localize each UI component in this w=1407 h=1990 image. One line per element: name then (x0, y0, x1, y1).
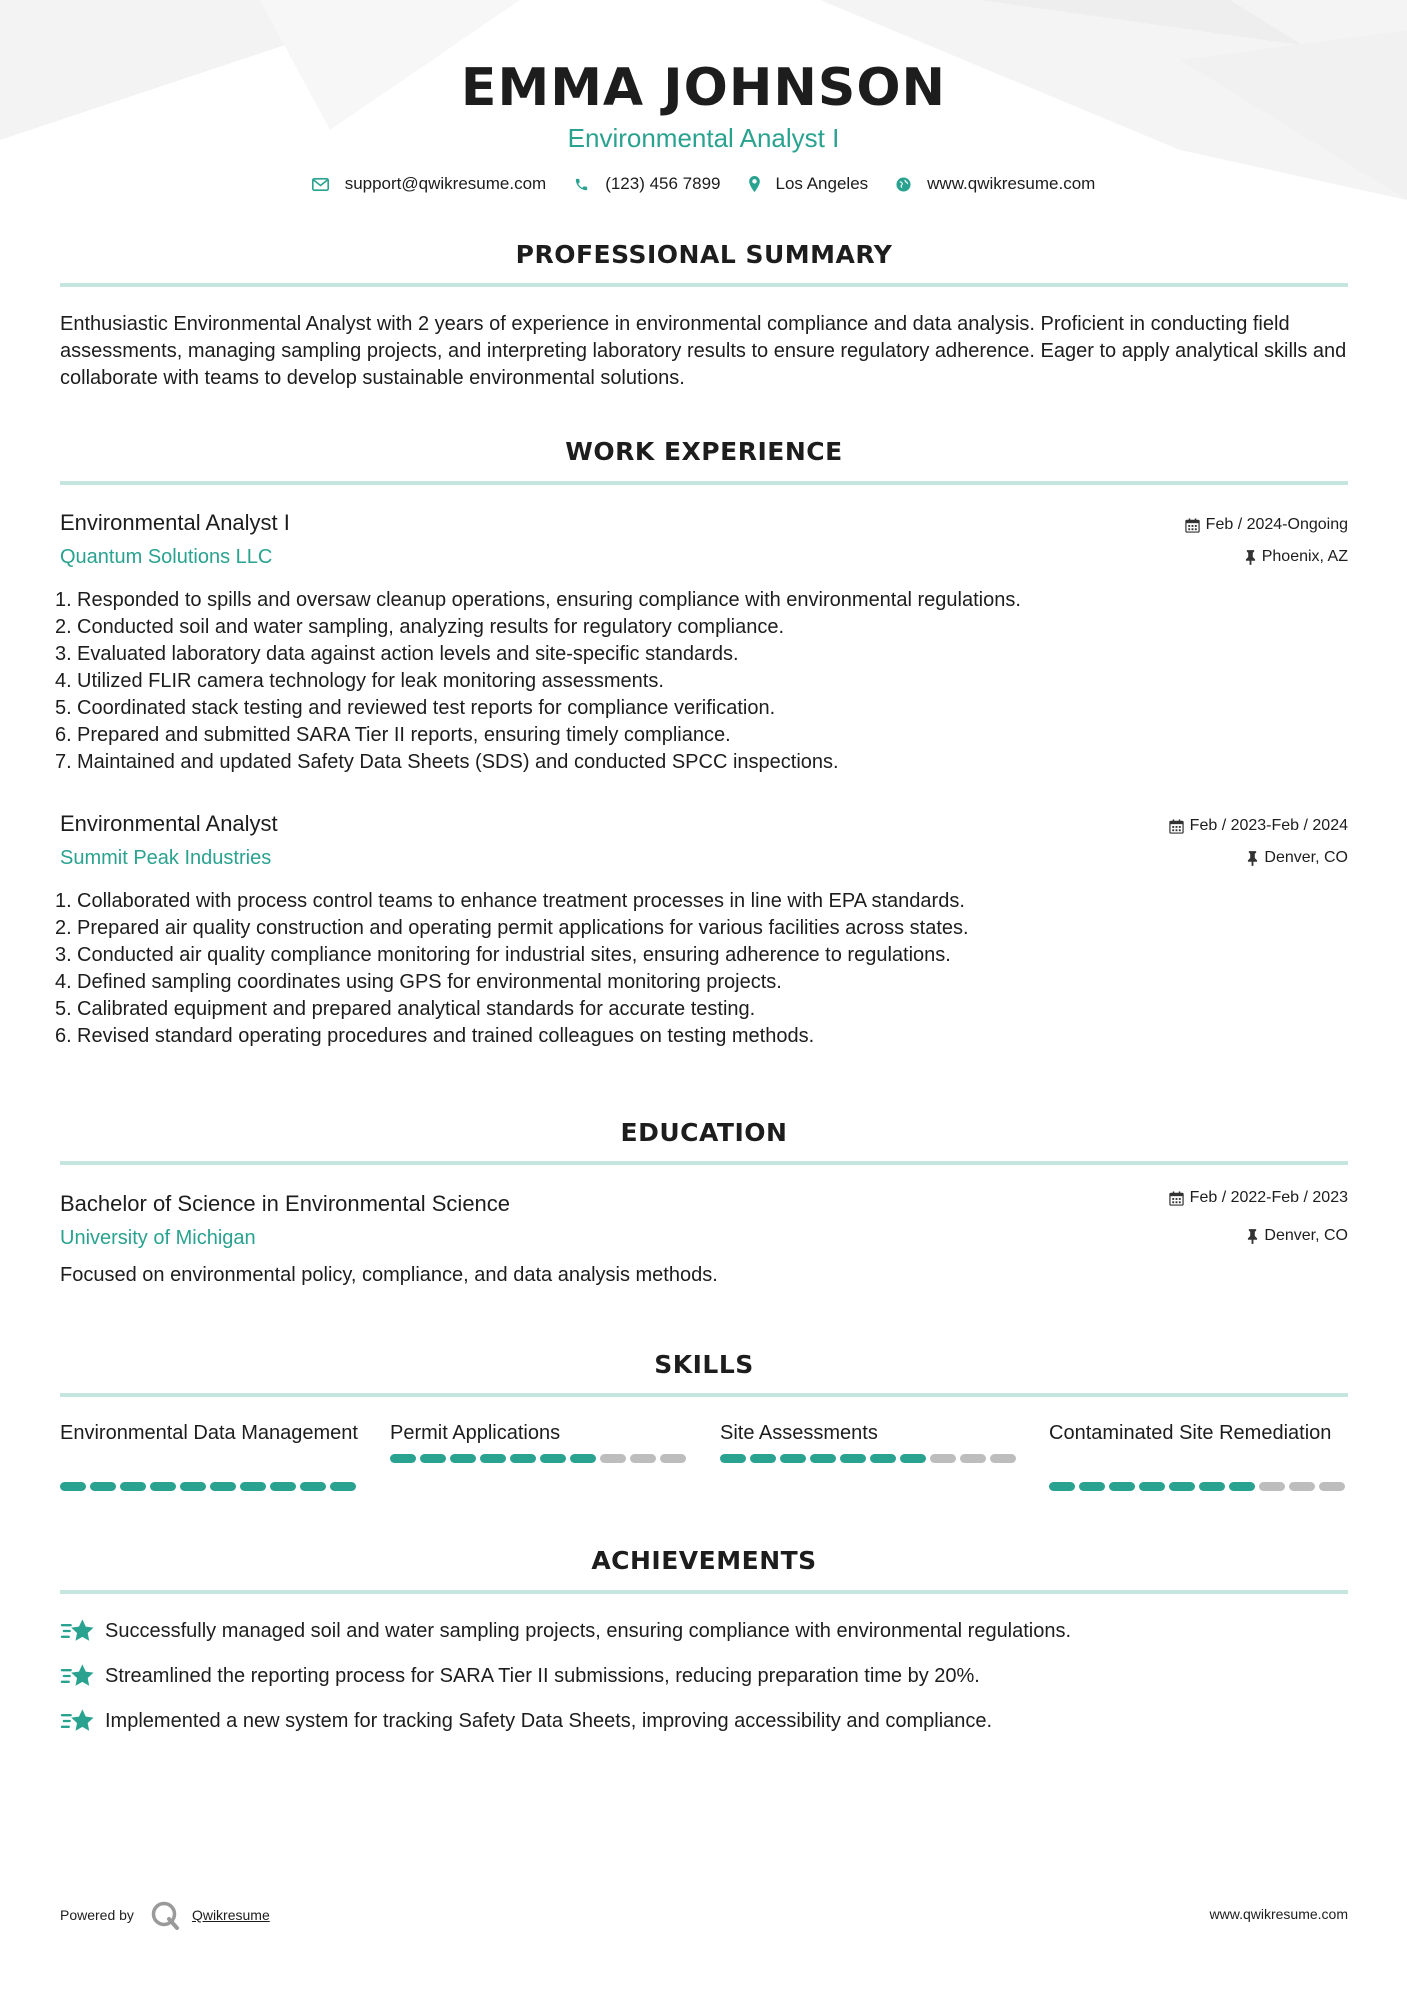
skill-segment-filled (1049, 1482, 1075, 1491)
skill-level-bar (60, 1482, 360, 1491)
calendar-icon (1169, 1191, 1184, 1206)
list-item: 6. Revised standard operating procedures and trained colleagues on testing methods. (55, 1025, 815, 1047)
star-badge-icon (60, 1707, 95, 1735)
skill-item (390, 1420, 690, 1474)
skill-segment-filled (1079, 1482, 1105, 1491)
phone-icon (574, 177, 589, 192)
candidate-name: EMMA JOHNSON (460, 58, 947, 118)
contact-phone[interactable] (574, 174, 720, 194)
job-2-dates-text: Feb / 2023-Feb / 2024 (1189, 817, 1348, 834)
skill-item (1049, 1420, 1349, 1474)
skill-segment-empty (1319, 1482, 1345, 1491)
skill-segment-filled (150, 1482, 176, 1491)
skill-segment-filled (450, 1454, 476, 1463)
list-item: 2. Prepared air quality construction and operating permit applications for various facilities across states. (55, 917, 969, 939)
qwikresume-link[interactable]: Qwikresume (191, 1907, 270, 1923)
skill-segment-filled (780, 1454, 806, 1463)
skill-segment-filled (330, 1482, 356, 1491)
skill-segment-empty (660, 1454, 686, 1463)
education-description: Focused on environmental policy, compliance, and data analysis methods. (60, 1264, 718, 1286)
job-1-dates-text: Feb / 2024-Ongoing (1205, 516, 1348, 533)
job-1-location-text: Phoenix, AZ (1261, 548, 1348, 565)
skill-segment-empty (990, 1454, 1016, 1463)
education-school: University of Michigan (60, 1227, 256, 1249)
footer-website[interactable]: www.qwikresume.com (1209, 1906, 1348, 1922)
skill-segment-filled (1109, 1482, 1135, 1491)
envelope-icon (312, 178, 329, 191)
skill-segment-filled (870, 1454, 896, 1463)
skill-segment-empty (630, 1454, 656, 1463)
list-item: 6. Prepared and submitted SARA Tier II reports, ensuring timely compliance. (55, 724, 731, 746)
summary-text: Enthusiastic Environmental Analyst with 2 years of experience in environmental compliance and data analysis. Proficient in conducting field assessments, managing sampling projects, and interpreting laboratory results to ensure regulatory adherence. Eager to apply analytical skills and collaborate with teams to develop sustainable environmental solutions. (60, 313, 1347, 389)
skill-segment-filled (270, 1482, 296, 1491)
skill-segment-filled (570, 1454, 596, 1463)
skill-segment-filled (1229, 1482, 1255, 1491)
skill-segment-filled (900, 1454, 926, 1463)
location-text: Los Angeles (775, 174, 869, 193)
achievement-text: Successfully managed soil and water sampling projects, ensuring compliance with environmental regulations. (105, 1619, 1072, 1642)
pushpin-icon (1247, 851, 1258, 866)
list-item: 3. Conducted air quality compliance monitoring for industrial sites, ensuring adherence to regulations. (55, 944, 951, 966)
skill-segment-filled (840, 1454, 866, 1463)
phone-text: (123) 456 7899 (605, 174, 721, 193)
job-1-title: Environmental Analyst I (60, 510, 290, 535)
skill-segment-filled (480, 1454, 506, 1463)
job-1-dates (1185, 516, 1348, 534)
skills-section-title: SKILLS (654, 1350, 754, 1379)
contact-location (749, 174, 869, 194)
skill-level-bar (720, 1454, 1020, 1463)
skill-segment-filled (240, 1482, 266, 1491)
achievement-text: Streamlined the reporting process for SARA Tier II submissions, reducing preparation time by 20%. (105, 1664, 980, 1687)
skill-name: Contaminated Site Remediation (1049, 1422, 1332, 1444)
achievement-item (60, 1617, 1071, 1645)
list-item: 7. Maintained and updated Safety Data Sheets (SDS) and conducted SPCC inspections. (55, 751, 839, 773)
job-2-location-text: Denver, CO (1264, 849, 1348, 866)
skills-divider (60, 1393, 1348, 1397)
education-section-title: EDUCATION (620, 1118, 788, 1147)
summary-divider (60, 283, 1348, 287)
skill-segment-filled (1169, 1482, 1195, 1491)
map-pin-icon (749, 176, 760, 192)
list-item: 1. Collaborated with process control teams to enhance treatment processes in line with EPA standards. (55, 890, 965, 912)
experience-divider (60, 481, 1348, 485)
job-1-location (1245, 548, 1348, 566)
skill-segment-empty (600, 1454, 626, 1463)
contact-bar (0, 174, 1407, 194)
resume-header (0, 56, 1407, 154)
job-2-title: Environmental Analyst (60, 811, 278, 836)
skill-segment-empty (1289, 1482, 1315, 1491)
skill-item (720, 1420, 1020, 1474)
star-badge-icon (60, 1662, 95, 1690)
skill-segment-filled (1139, 1482, 1165, 1491)
email-text: support@qwikresume.com (344, 174, 547, 193)
skill-segment-filled (810, 1454, 836, 1463)
calendar-icon (1185, 518, 1200, 533)
achievement-item (60, 1707, 992, 1735)
powered-by-label: Powered by (60, 1907, 134, 1923)
achievements-divider (60, 1590, 1348, 1594)
job-1-bullets (55, 587, 1335, 776)
pushpin-icon (1245, 550, 1256, 565)
education-location (1247, 1227, 1348, 1245)
globe-icon (896, 177, 911, 192)
achievement-item (60, 1662, 980, 1690)
skill-segment-filled (90, 1482, 116, 1491)
list-item: 4. Utilized FLIR camera technology for leak monitoring assessments. (55, 670, 664, 692)
education-dates-text: Feb / 2022-Feb / 2023 (1189, 1189, 1348, 1206)
contact-email[interactable] (312, 174, 547, 194)
education-divider (60, 1161, 1348, 1165)
contact-website[interactable] (896, 174, 1095, 194)
achievements-section-title: ACHIEVEMENTS (591, 1546, 817, 1575)
skill-segment-filled (720, 1454, 746, 1463)
skill-name: Site Assessments (720, 1422, 878, 1444)
skill-segment-filled (420, 1454, 446, 1463)
education-location-text: Denver, CO (1264, 1227, 1348, 1244)
skill-segment-filled (750, 1454, 776, 1463)
experience-section-title: WORK EXPERIENCE (565, 437, 843, 466)
skill-level-bar (1049, 1482, 1349, 1491)
candidate-role: Environmental Analyst I (567, 123, 840, 153)
skill-segment-filled (180, 1482, 206, 1491)
list-item: 1. Responded to spills and oversaw cleanup operations, ensuring compliance with environmental regulations. (55, 589, 1021, 611)
list-item: 2. Conducted soil and water sampling, analyzing results for regulatory compliance. (55, 616, 785, 638)
education-degree: Bachelor of Science in Environmental Science (60, 1191, 511, 1216)
summary-section-title: PROFESSIONAL SUMMARY (515, 240, 893, 269)
list-item: 3. Evaluated laboratory data against action levels and site-specific standards. (55, 643, 739, 665)
education-dates (1169, 1189, 1348, 1207)
job-2-bullets (55, 888, 1335, 1050)
list-item: 4. Defined sampling coordinates using GPS for environmental monitoring projects. (55, 971, 782, 993)
skill-segment-filled (390, 1454, 416, 1463)
skill-segment-filled (210, 1482, 236, 1491)
skill-segment-filled (540, 1454, 566, 1463)
pushpin-icon (1247, 1229, 1258, 1244)
job-1-company: Quantum Solutions LLC (60, 546, 273, 568)
skill-segment-empty (1259, 1482, 1285, 1491)
calendar-icon (1169, 819, 1184, 834)
achievement-text: Implemented a new system for tracking Safety Data Sheets, improving accessibility and compliance. (105, 1709, 993, 1732)
skill-name: Permit Applications (390, 1422, 561, 1444)
list-item: 5. Coordinated stack testing and reviewed test reports for compliance verification. (55, 697, 776, 719)
skill-segment-empty (960, 1454, 986, 1463)
skill-segment-filled (510, 1454, 536, 1463)
skill-segment-empty (930, 1454, 956, 1463)
skill-level-bar (390, 1454, 690, 1463)
skill-item (60, 1420, 360, 1474)
star-badge-icon (60, 1617, 95, 1645)
skill-segment-filled (300, 1482, 326, 1491)
job-2-company: Summit Peak Industries (60, 847, 272, 869)
list-item: 5. Calibrated equipment and prepared analytical standards for accurate testing. (55, 998, 756, 1020)
job-2-location (1247, 849, 1348, 867)
skill-segment-filled (120, 1482, 146, 1491)
skill-name: Environmental Data Management (60, 1422, 358, 1444)
footer-branding (60, 1900, 270, 1930)
skill-segment-filled (1199, 1482, 1225, 1491)
job-2-dates (1169, 817, 1348, 835)
qwikresume-logo-icon (150, 1900, 180, 1930)
skill-segment-filled (60, 1482, 86, 1491)
website-text: www.qwikresume.com (927, 174, 1096, 193)
